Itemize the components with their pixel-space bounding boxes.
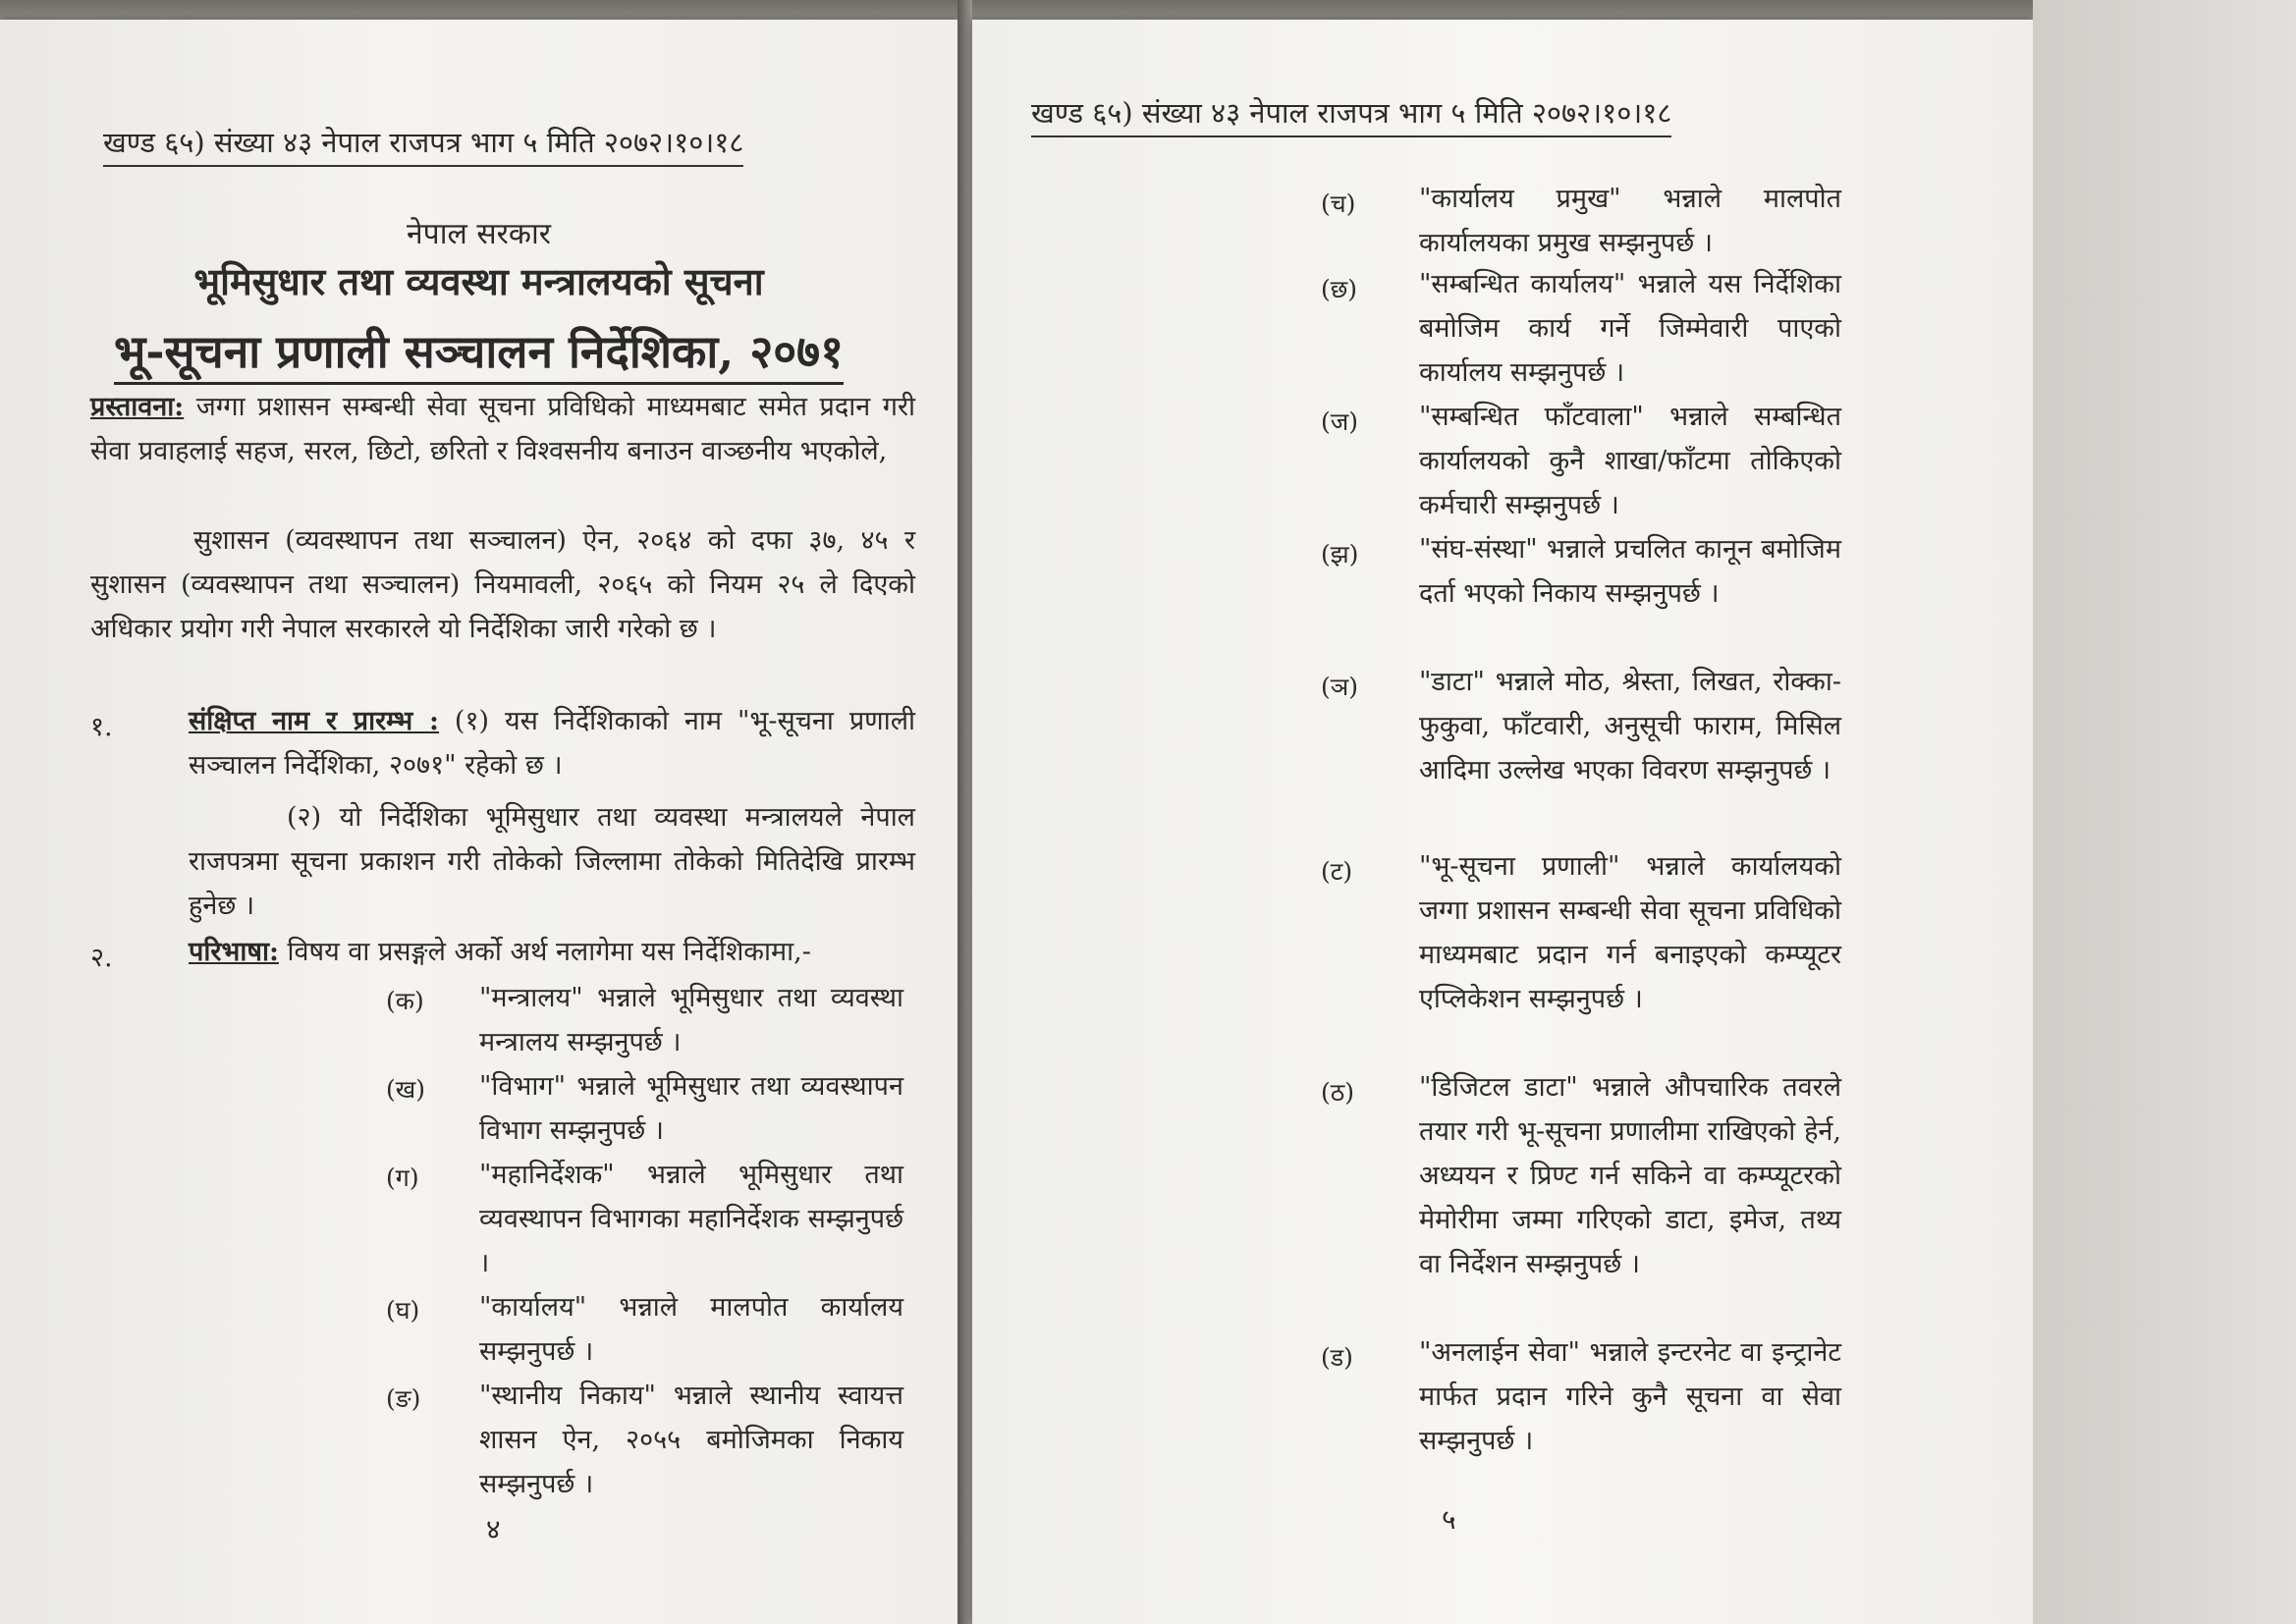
section-1-clause-2: (२) यो निर्देशिका भूमिसुधार तथा व्यवस्था मन्त्रालयले नेपाल राजपत्रमा सूचना प्रकाशन गरी तोकेको जिल्लामा तोकेको मितिदेखि प्रारम्भ हुनेछ ।: [189, 802, 915, 921]
definition-item: "अनलाईन सेवा" भन्नाले इन्टरनेट वा इन्ट्रानेट मार्फत प्रदान गरिने कुनै सूचना वा सेवा सम्झनुपर्छ ।: [1419, 1337, 1841, 1456]
section-number: १.: [90, 712, 113, 742]
clause-marker: (ट): [1321, 857, 1353, 886]
clause-marker: (छ): [1321, 275, 1358, 303]
preamble: [90, 385, 915, 473]
definition-item: "डाटा" भन्नाले मोठ, श्रेस्ता, लिखत, रोक्का-फुकुवा, फाँटवारी, अनुसूची फाराम, मिसिल आदिमा उल्लेख भएका विवरण सम्झनुपर्छ ।: [1419, 667, 1841, 785]
definition-item: "महानिर्देशक" भन्नाले भूमिसुधार तथा व्यवस्थापन विभागका महानिर्देशक सम्झनुपर्छ ।: [479, 1160, 903, 1278]
page-number: ४: [486, 1513, 501, 1545]
definition-item: "संघ-संस्था" भन्नाले प्रचलित कानून बमोजिम दर्ता भएको निकाय सम्झनुपर्छ ।: [1419, 534, 1841, 609]
document-title: [0, 320, 957, 381]
authority-paragraph: सुशासन (व्यवस्थापन तथा सञ्चालन) ऐन, २०६४ को दफा ३७, ४५ र सुशासन (व्यवस्थापन तथा सञ्चालन) नियमावली, २०६५ को नियम २५ ले दिएको अधिकार प्रयोग गरी नेपाल सरकारले यो निर्देशिका जारी गरेको छ ।: [90, 525, 915, 644]
page-header: खण्ड ६५) संख्या ४३ नेपाल राजपत्र भाग ५ मिति २०७२।१०।१८: [1031, 93, 1671, 137]
scan-background: [2033, 0, 2296, 1624]
clause-marker: (ठ): [1321, 1078, 1355, 1107]
clause-marker: (ङ): [386, 1384, 421, 1413]
definition-item: "स्थानीय निकाय" भन्नाले स्थानीय स्वायत्त शासन ऐन, २०५५ बमोजिमका निकाय सम्झनुपर्छ ।: [479, 1380, 903, 1499]
section-1-text: (१) यस निर्देशिकाको नाम "भू-सूचना प्रणाली सञ्चालन निर्देशिका, २०७१" रहेको छ ।: [189, 706, 915, 781]
clause-marker: (ञ): [1321, 673, 1359, 701]
section-1: [189, 699, 915, 787]
definition-item: "सम्बन्धित कार्यालय" भन्नाले यस निर्देशिका बमोजिम कार्य गर्ने जिम्मेवारी पाएको कार्यालय सम्झनुपर्छ ।: [1419, 269, 1841, 388]
definition-item: "मन्त्रालय" भन्नाले भूमिसुधार तथा व्यवस्था मन्त्रालय सम्झनुपर्छ ।: [479, 983, 903, 1057]
book-gutter: [957, 0, 972, 1624]
clause-marker: (ग): [386, 1164, 419, 1192]
clause-marker: (घ): [386, 1296, 420, 1325]
section-number: २.: [90, 943, 113, 973]
page-number: ५: [1442, 1503, 1456, 1536]
section-2-label: परिभाषा:: [189, 937, 279, 967]
definition-item: "भू-सूचना प्रणाली" भन्नाले कार्यालयको जग्गा प्रशासन सम्बन्धी सेवा सूचना प्रविधिको माध्यमबाट प्रदान गर्न बनाइएको कम्प्यूटर एप्लिकेशन सम्झनुपर्छ ।: [1419, 851, 1841, 1014]
clause-marker: (झ): [1321, 540, 1359, 568]
document-title-text: भू-सूचना प्रणाली सञ्चालन निर्देशिका, २०७१: [114, 325, 844, 385]
definition-item: "सम्बन्धित फाँटवाला" भन्नाले सम्बन्धित कार्यालयको कुनै शाखा/फाँटमा तोकिएको कर्मचारी सम्झनुपर्छ ।: [1419, 402, 1841, 520]
section-1-label: संक्षिप्त नाम र प्रारम्भ :: [189, 706, 439, 736]
right-page: [972, 20, 2033, 1624]
clause-marker: (क): [386, 987, 424, 1015]
definition-item: "डिजिटल डाटा" भन्नाले औपचारिक तवरले तयार गरी भू-सूचना प्रणालीमा राखिएको हेर्न, अध्ययन र प्रिण्ट गर्न सकिने वा कम्प्यूटरको मेमोरीमा जम्मा गरिएको डाटा, इमेज, तथ्य वा निर्देशन सम्झनुपर्छ ।: [1419, 1072, 1841, 1279]
clause-marker: (ख): [386, 1075, 425, 1104]
definition-item: "विभाग" भन्नाले भूमिसुधार तथा व्यवस्थापन विभाग सम्झनुपर्छ ।: [479, 1071, 903, 1146]
preamble-text: जग्गा प्रशासन सम्बन्धी सेवा सूचना प्रविधिको माध्यमबाट समेत प्रदान गरी सेवा प्रवाहलाई सहज, सरल, छिटो, छरितो र विश्वसनीय बनाउन वाञ्छनीय भएकोले,: [90, 392, 915, 466]
ministry-notice-heading: भूमिसुधार तथा व्यवस्था मन्त्रालयको सूचना: [193, 259, 764, 303]
clause-marker: (ज): [1321, 407, 1359, 436]
clause-marker: (च): [1321, 189, 1356, 218]
section-2: [189, 930, 935, 974]
section-2-text: विषय वा प्रसङ्गले अर्को अर्थ नलागेमा यस निर्देशिकामा,-: [278, 937, 811, 967]
definition-item: "कार्यालय" भन्नाले मालपोत कार्यालय सम्झनुपर्छ ।: [479, 1292, 903, 1367]
definition-item: "कार्यालय प्रमुख" भन्नाले मालपोत कार्यालयका प्रमुख सम्झनुपर्छ ।: [1419, 184, 1841, 258]
government-heading: नेपाल सरकार: [407, 217, 551, 251]
preamble-label: प्रस्तावना:: [90, 392, 185, 422]
clause-marker: (ड): [1321, 1343, 1353, 1372]
left-page: [0, 20, 957, 1624]
page-header: खण्ड ६५) संख्या ४३ नेपाल राजपत्र भाग ५ मिति २०७२।१०।१८: [103, 123, 743, 167]
